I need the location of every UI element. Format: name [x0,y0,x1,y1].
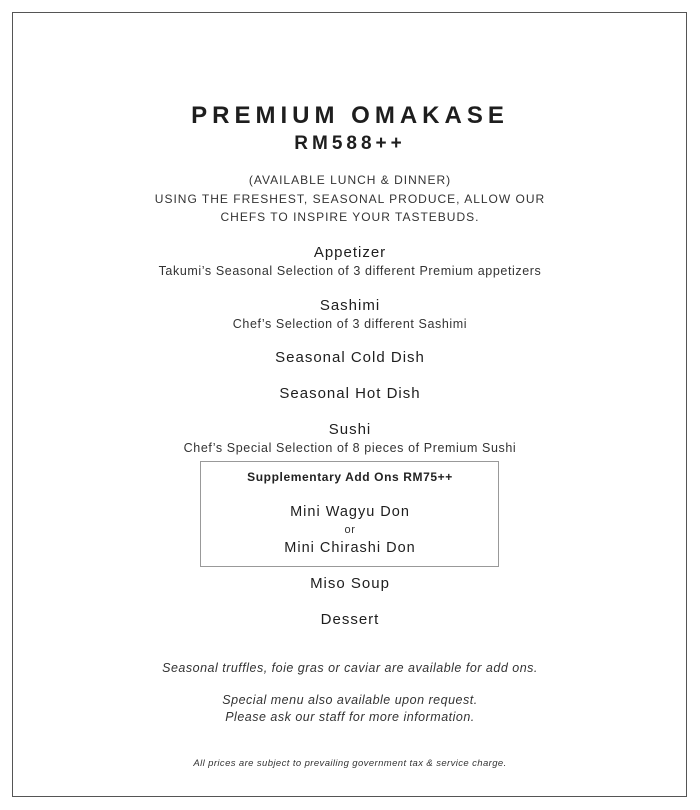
course-name: Sushi [328,421,372,438]
menu-title: PREMIUM OMAKASE [191,102,509,129]
course-name: Dessert [320,611,380,628]
course-name: Seasonal Hot Dish [279,385,421,402]
footer-note: All prices are subject to prevailing government tax & service charge. [193,758,507,769]
intro-line: CHEFS TO INSPIRE YOUR TASTEBUDS. [220,210,480,224]
course-name: Miso Soup [310,575,390,592]
supplement-or: or [344,524,356,536]
supplement-option: Mini Wagyu Don [290,504,410,520]
intro-line: (AVAILABLE LUNCH & DINNER) [248,173,452,187]
course-description: Takumi’s Seasonal Selection of 3 different Premium appetizers [158,264,542,278]
course-name: Seasonal Cold Dish [275,349,425,366]
course-name: Appetizer [313,244,387,261]
note: Please ask our staff for more information. [225,710,475,724]
course-description: Chef’s Selection of 3 different Sashimi [232,317,468,331]
course-description: Chef’s Special Selection of 8 pieces of Premium Sushi [183,441,517,455]
intro-line: USING THE FRESHEST, SEASONAL PRODUCE, ALLOW OUR [154,192,546,206]
course-name: Sashimi [319,297,381,314]
supplement-option: Mini Chirashi Don [284,540,416,556]
note: Seasonal truffles, foie gras or caviar are available for add ons. [162,661,538,675]
menu-price: RM588++ [294,133,406,154]
note: Special menu also available upon request. [222,693,478,707]
supplement-heading: Supplementary Add Ons RM75++ [247,470,453,484]
